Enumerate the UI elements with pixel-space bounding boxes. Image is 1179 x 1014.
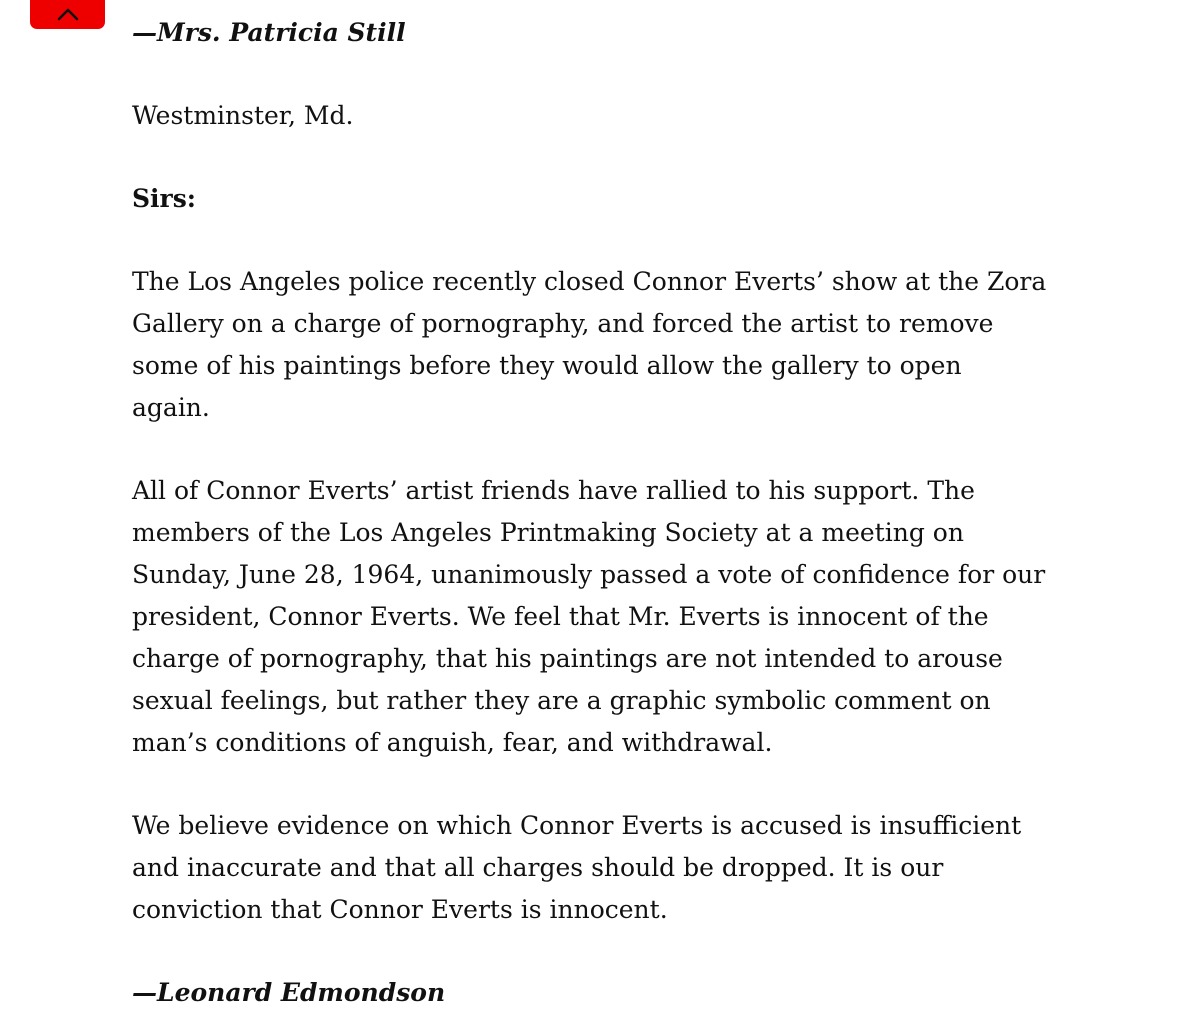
- letters-article: [132, 12, 1047, 1014]
- chevron-up-icon: [57, 7, 79, 21]
- previous-letter-signature: —Mrs. Patricia Still: [132, 18, 406, 47]
- letter-paragraph: We believe evidence on which Connor Everts is accused is insufficient and inaccurate and that all charges should be dropped. It is our conviction that Connor Everts is innocent.: [132, 811, 1022, 924]
- scroll-to-top-button[interactable]: [30, 0, 105, 29]
- letter-paragraph: The Los Angeles police recently closed Connor Everts’ show at the Zora Gallery on a charge of pornography, and forced the artist to remove some of his paintings before they would allow the gallery to open again.: [132, 267, 1047, 422]
- letter-salutation: Sirs:: [132, 184, 197, 213]
- letter-paragraph: All of Connor Everts’ artist friends have rallied to his support. The members of the Los Angeles Printmaking Society at a meeting on Sunday, June 28, 1964, unanimously passed a vote of confidence for our president, Connor Everts. We feel that Mr. Everts is innocent of the charge of pornography, that his paintings are not intended to arouse sexual feelings, but rather they are a graphic symbolic comment on man’s conditions of anguish, fear, and withdrawal.: [132, 476, 1046, 757]
- letter-location: Westminster, Md.: [132, 101, 354, 130]
- letter-signature: —Leonard Edmondson: [132, 978, 446, 1007]
